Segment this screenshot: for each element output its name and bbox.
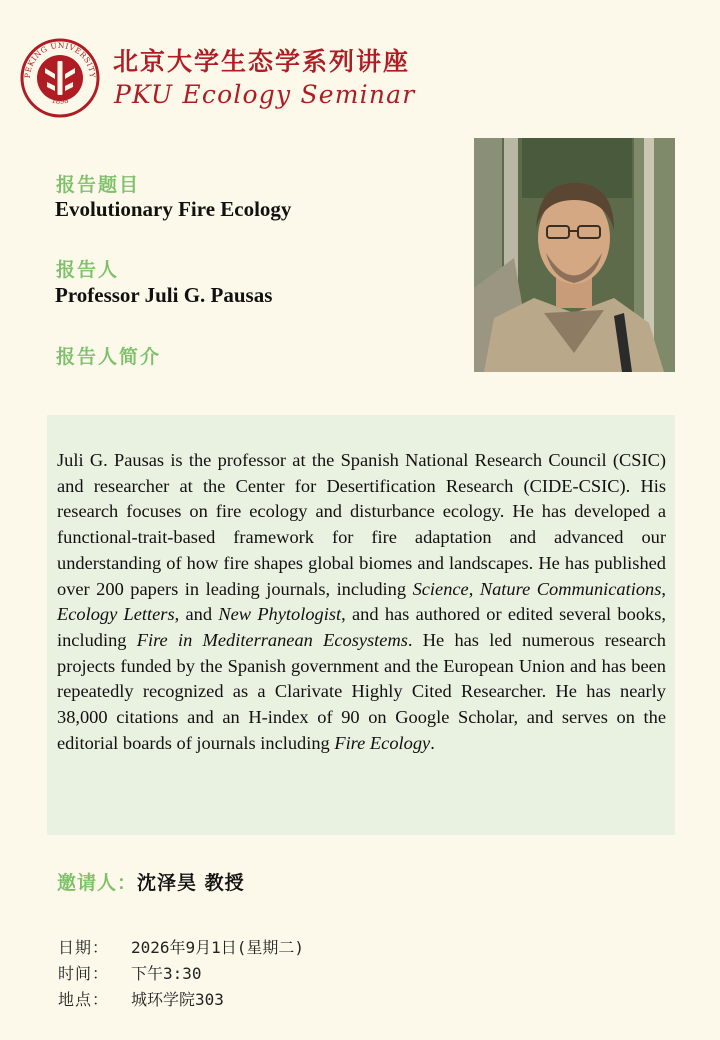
speaker-bio-text: Juli G. Pausas is the professor at the Spanish National Research Council (CSIC) and researcher at the Center for Desertification Research (CIDE-CSIC). His research focuses on fire ecology and disturbance ecology. He has developed a functional-trait-based framework for fire adaptation and advanced our understanding of how fire shapes global biomes and landscapes. He has published over 200 papers in leading journals, including Science, Nature Communications, Ecology Letters, and New Phytologist, and has authored or edited several books, including Fire in Mediterranean Ecosystems. He has led numerous research projects funded by the Spanish government and the European Union and has been repeatedly recognized as a Clarivate Highly Cited Researcher. He has nearly 38,000 citations and an H-index of 90 on Google Scholar, and serves on the editorial boards of journals including Fire Ecology. [57,450,666,753]
place-label: 地点： [58,990,110,1009]
talk-title-label: 报告题目 [56,174,141,196]
journal-nature-communications: Nature Communications [479,578,662,599]
event-date-row [58,935,304,958]
inviter-name: 沈泽昊 教授 [137,872,245,894]
event-date: 2026年9月1日(星期二) [131,938,305,957]
inviter [57,868,245,895]
talk-title: Evolutionary Fire Ecology [55,197,292,221]
logo-year: 1898 [50,96,70,106]
time-label: 时间： [58,964,110,983]
journal-science: Science [412,578,469,599]
speaker-label: 报告人 [56,259,120,281]
seminar-title-english: PKU Ecology Seminar [114,80,416,109]
seminar-title-chinese: 北京大学生态学系列讲座 [113,47,411,76]
event-place-row [58,987,224,1010]
logo-ring-text: PEKING UNIVERSITY [22,40,98,79]
speaker-bio-label: 报告人简介 [56,346,162,368]
event-time: 下午3:30 [131,964,202,983]
peking-university-logo-icon [20,38,100,118]
journal-ecology-letters: Ecology Letters [57,604,175,625]
speaker-photo [474,138,675,372]
journal-fire-ecology: Fire Ecology [334,732,431,753]
svg-text:1898 [51,97,70,106]
speaker-bio-panel [47,415,675,835]
journal-new-phytologist: New Phytologist [218,604,342,625]
event-place: 城环学院303 [131,990,224,1009]
speaker-name: Professor Juli G. Pausas [55,283,273,307]
date-label: 日期： [58,938,110,957]
book-fire-in-mediterranean-ecosystems: Fire in Mediterranean Ecosystems [136,629,408,650]
inviter-label: 邀请人： [57,872,138,894]
event-time-row [58,961,202,984]
